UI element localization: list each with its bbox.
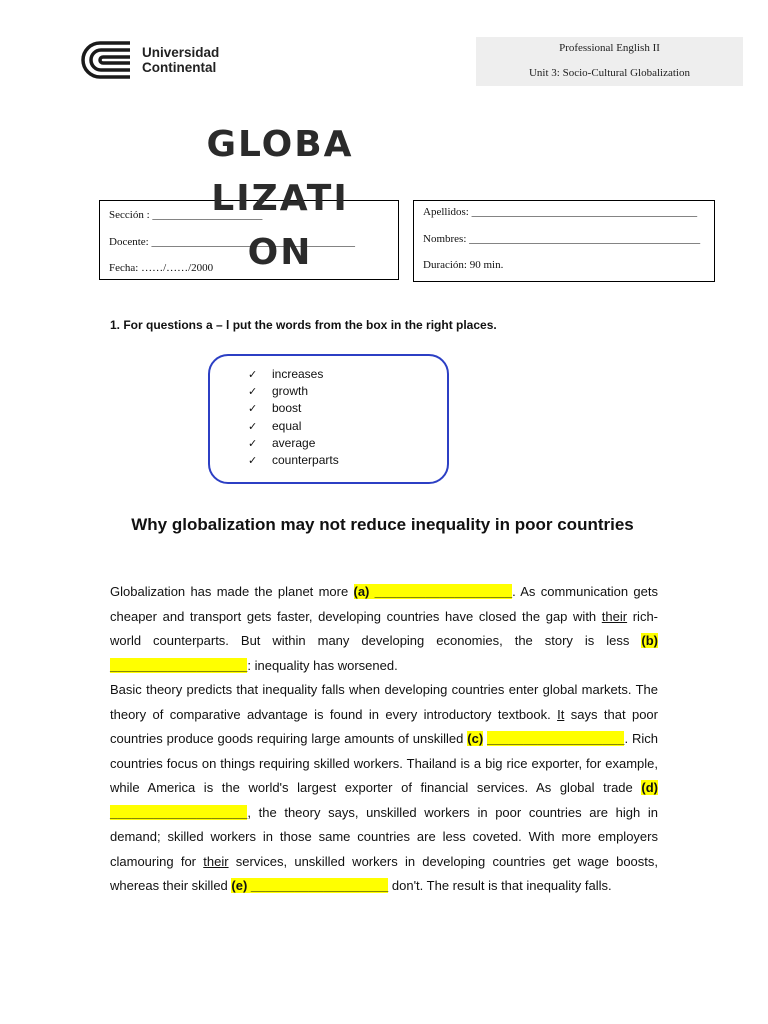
nombres-field[interactable]: Nombres: __________________________________________ (423, 233, 701, 245)
course-unit: Unit 3: Socio-Cultural Globalization (528, 67, 690, 79)
text-run: rich-world counterparts. But within many developing economies, the story is less (110, 608, 659, 648)
blank-a[interactable]: (a) ___________________ (353, 584, 513, 599)
blank-d[interactable]: (d) ___________________ (110, 780, 658, 820)
duracion-text: Duración: 90 min. (423, 259, 504, 271)
page-title (200, 118, 360, 280)
title-line-1: GLOBA (206, 124, 354, 165)
text-run: . As communication gets cheaper and transport gets faster, developing countries have closed the gap with (110, 584, 659, 624)
word-box (208, 354, 449, 484)
word-item (248, 418, 339, 435)
logo-mark-icon (80, 40, 134, 80)
article-title: Why globalization may not reduce inequality in poor countries (131, 515, 634, 534)
blank-c-label[interactable]: (c) (467, 731, 484, 746)
word-label: equal (272, 418, 302, 433)
course-name: Professional English II (559, 42, 660, 54)
paragraph-2 (110, 678, 658, 899)
word-label: counterparts (272, 453, 339, 468)
text-run: services, unskilled workers in developing countries get wage boosts, whereas their skilled (110, 853, 659, 893)
check-icon: ✓ (248, 454, 258, 468)
text-run-underlined: their (203, 853, 229, 869)
seccion-field[interactable]: Sección : ____________________ (109, 209, 263, 221)
word-label: average (272, 435, 316, 450)
paragraph-1 (110, 580, 658, 678)
title-line-2: LIZATI (211, 178, 349, 219)
check-icon: ✓ (248, 419, 258, 433)
word-label: boost (272, 401, 302, 416)
blank-e[interactable]: (e) ___________________ (231, 878, 389, 893)
text-run-underlined: their (601, 608, 628, 624)
docente-field[interactable]: Docente: _____________________________________ (109, 236, 355, 248)
text-run: don't. The result is that inequality falls. (388, 878, 612, 893)
word-item (248, 400, 339, 417)
article-body (110, 580, 658, 899)
text-run: : inequality has worsened. (247, 657, 398, 673)
word-label: increases (272, 367, 324, 381)
text-run: . Rich countries focus on things requiring skilled workers. Thailand is a big rice exporter, for example, while America is the world's largest exporter of financial services. As global trade (110, 731, 658, 795)
question-instruction: 1. For questions a – l put the words from the box in the right places. (110, 318, 497, 332)
word-list (248, 366, 339, 469)
university-logo (80, 40, 230, 82)
word-label: growth (272, 384, 309, 399)
check-icon: ✓ (248, 385, 258, 399)
logo-line-2: Continental (142, 60, 217, 75)
logo-text (142, 45, 219, 75)
word-item (248, 452, 339, 469)
student-name-box (413, 200, 715, 282)
blank-b-label[interactable]: (b) (641, 633, 658, 648)
text-run-underlined: It (557, 706, 565, 722)
text-run: Globalization has made the planet more (110, 584, 354, 599)
word-item (248, 366, 339, 383)
text-run: Basic theory predicts that inequality falls when developing countries enter global markets. The theory of comparative advantage is found in every introductory textbook. (110, 682, 658, 722)
logo-line-1: Universidad (142, 45, 220, 60)
word-item (248, 383, 339, 400)
text-run: , the theory says, unskilled workers in poor countries are high in demand; skilled workers in those same countries are less coveted. With more employers clamouring for (110, 804, 658, 869)
check-icon: ✓ (248, 436, 258, 450)
blank-b[interactable]: ___________________ (110, 657, 248, 673)
title-line-3: ON (247, 232, 313, 273)
word-item (248, 435, 339, 452)
check-icon: ✓ (248, 368, 258, 381)
blank-c[interactable]: ___________________ (487, 731, 625, 746)
fecha-field[interactable]: Fecha: ……/……/2000 (109, 262, 214, 274)
apellidos-field[interactable]: Apellidos: _________________________________________ (423, 206, 698, 218)
course-info-box (476, 37, 743, 86)
text-run: says that poor countries produce goods requiring large amounts of unskilled (110, 706, 658, 746)
check-icon: ✓ (248, 402, 258, 416)
